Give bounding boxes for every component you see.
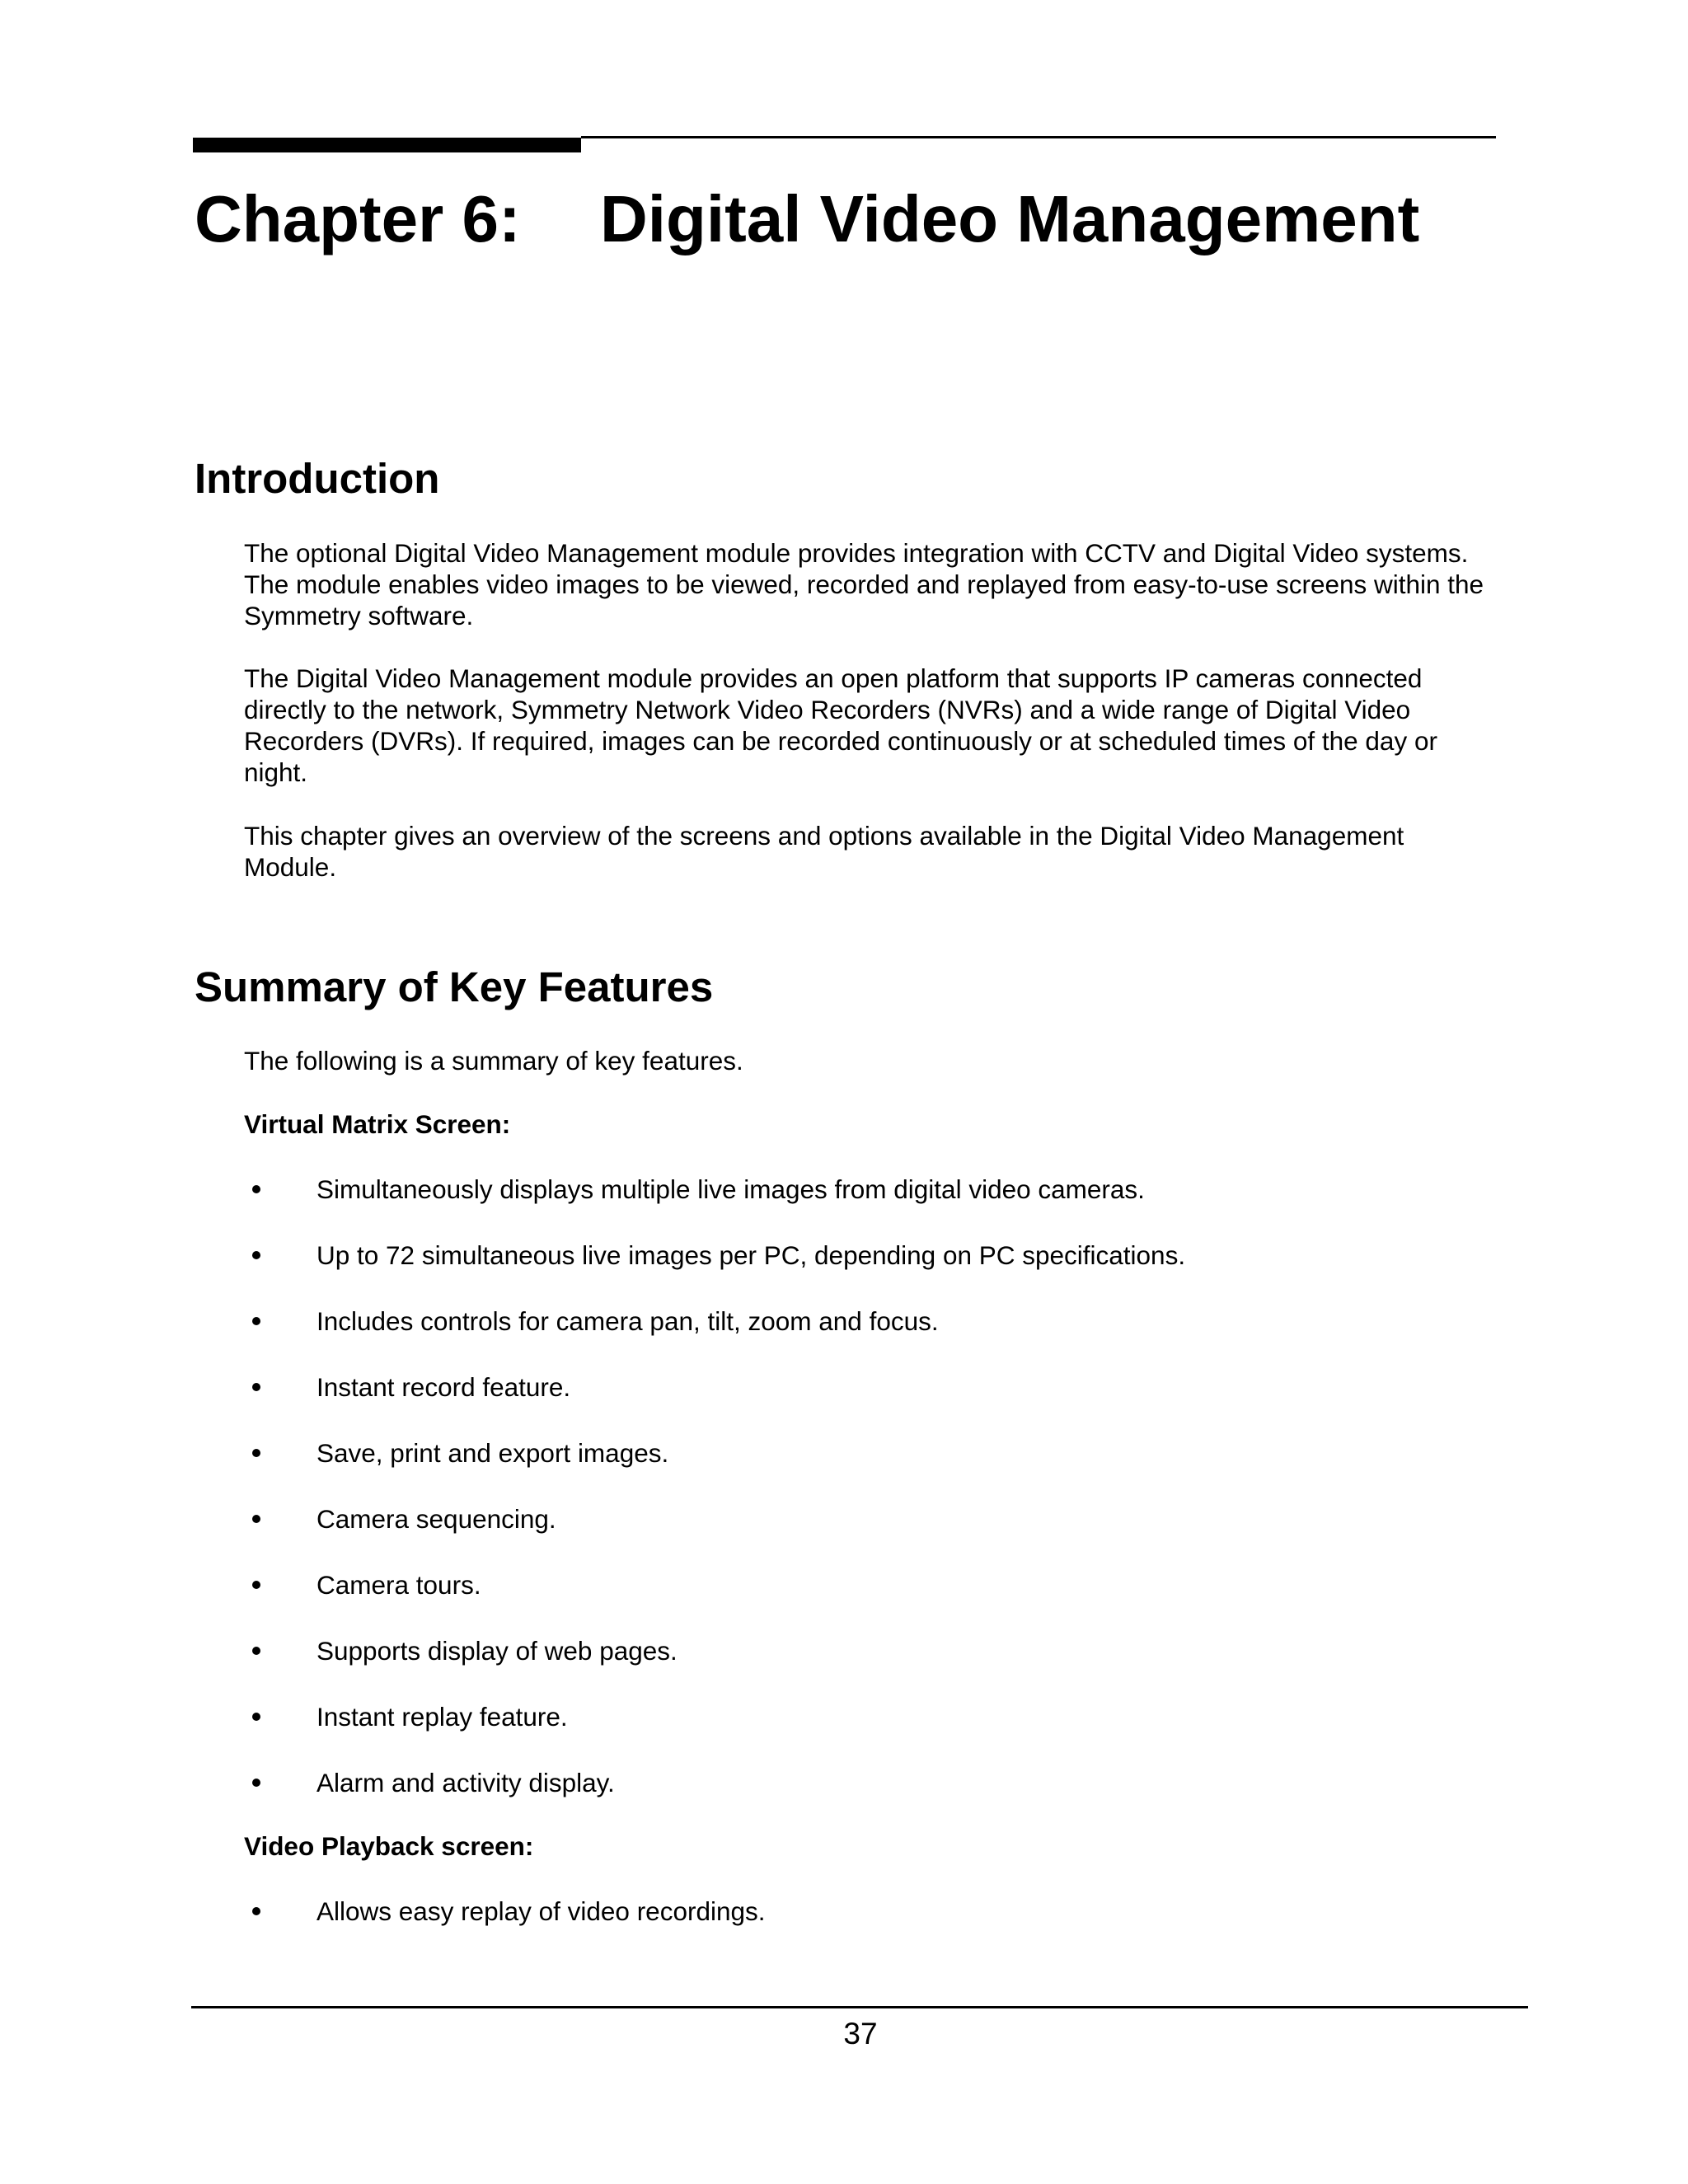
bullet-icon — [252, 1907, 260, 1915]
summary-heading: Summary of Key Features — [195, 963, 714, 1010]
video-playback-heading: Video Playback screen: — [244, 1831, 534, 1861]
page-number: 37 — [843, 2017, 878, 2050]
chapter-name: Digital Video Management — [600, 182, 1420, 255]
bullet-icon — [252, 1647, 260, 1655]
footer-rule — [191, 2006, 1528, 2008]
bullet-icon — [252, 1449, 260, 1457]
bullet-icon — [252, 1317, 260, 1325]
chapter-title — [195, 180, 1419, 259]
bullet-icon — [252, 1713, 260, 1721]
chapter-rule-thin — [581, 136, 1496, 138]
bullet-icon — [252, 1515, 260, 1523]
bullet-icon — [252, 1251, 260, 1259]
bullet-icon — [252, 1383, 260, 1391]
bullet-icon — [252, 1581, 260, 1589]
summary-intro: The following is a summary of key features. — [244, 1046, 743, 1076]
introduction-heading: Introduction — [195, 455, 440, 502]
intro-paragraph-3: This chapter gives an overview of the screens and options available in the Digital Video Management Module. — [244, 821, 1404, 882]
virtual-matrix-heading: Virtual Matrix Screen: — [244, 1109, 511, 1139]
bullet-icon — [252, 1185, 260, 1193]
intro-paragraph-1: The optional Digital Video Management module provides integration with CCTV and Digital Video systems. The module enables video images to be viewed, recorded and replayed from easy-to-use screens within the Symmetry software. — [244, 538, 1484, 630]
bullet-icon — [252, 1779, 260, 1787]
chapter-rule-thick — [193, 138, 581, 152]
chapter-number: Chapter 6: — [195, 182, 521, 255]
intro-paragraph-2: The Digital Video Management module provides an open platform that supports IP cameras connected directly to the network, Symmetry Network Video Recorders (NVRs) and a wide range of Digital Video Recorders (DVRs). If required, images can be recorded continuously or at scheduled times of the day or night. — [244, 663, 1437, 787]
